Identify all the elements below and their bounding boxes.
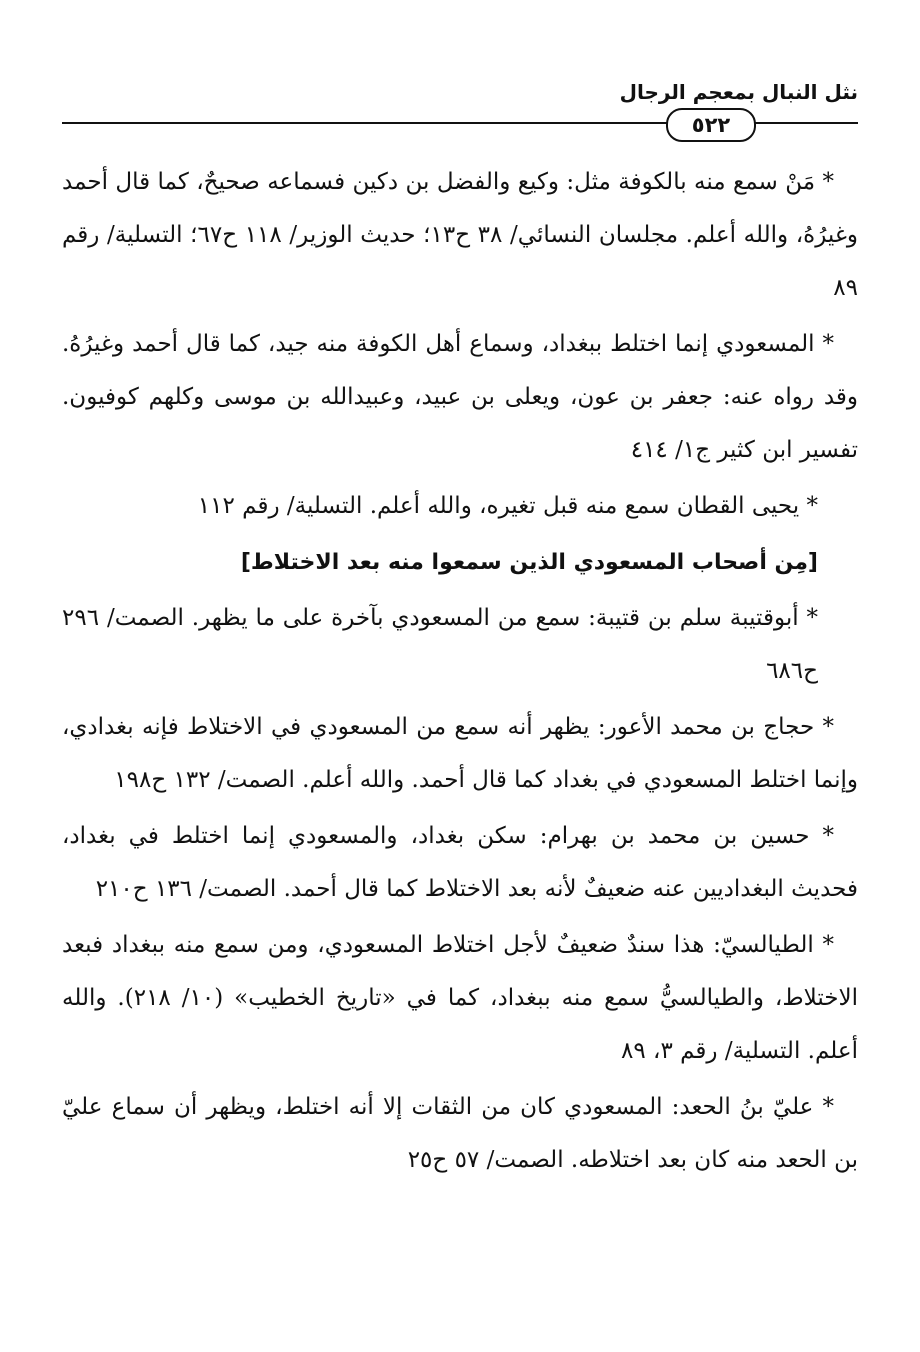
paragraph-yahya-qattan: * يحيى القطان سمع منه قبل تغيره، والله أعلم. التسلية/ رقم ١١٢ — [197, 493, 818, 519]
paragraph-husayn: * حسين بن محمد بن بهرام: سكن بغداد، والمسعودي إنما اختلط في بغداد، فحديث البغداديين عنه ضعيفٌ لأنه بعد الاختلاط كما قال أحمد. الصمت/ ١٣٦ ح٢١٠ — [62, 823, 858, 902]
paragraph-ali-ibn-jaad: * عليّ بنُ الحعد: المسعودي كان من الثقات إلا أنه اختلط، ويظهر أن سماع عليّ بن الحعد منه كان بعد اختلاطه. الصمت/ ٥٧ ح٢٥ — [62, 1094, 858, 1173]
paragraph-abu-qutayba: * أبوقتيبة سلم بن قتيبة: سمع من المسعودي بآخرة على ما يظهر. الصمت/ ٢٩٦ ح٦٨٦ — [62, 605, 818, 684]
page-number: ٥٢٢ — [666, 108, 756, 142]
paragraph-tayalisi: * الطيالسيّ: هذا سندٌ ضعيفٌ لأجل اختلاط المسعودي، ومن سمع منه ببغداد فبعد الاختلاط، والطيالسيُّ سمع منه ببغداد، كما في «تاريخ الخطيب» (١٠/ ٢١٨). والله أعلم. التسلية/ رقم ٣، ٨٩ — [62, 932, 859, 1064]
running-title: نثل النبال بمعجم الرجال — [619, 80, 858, 104]
paragraph-kufa-listeners: * مَنْ سمع منه بالكوفة مثل: وكيع والفضل بن دكين فسماعه صحيحٌ، كما قال أحمد وغيرُهُ، والله أعلم. مجلسان النسائي/ ٣٨ ح١٣؛ حديث الوزير/ ١١٨ ح٦٧؛ التسلية/ رقم ٨٩ — [62, 169, 858, 301]
paragraph-hajjaj: * حجاج بن محمد الأعور: يظهر أنه سمع من المسعودي في الاختلاط فإنه بغدادي، وإنما اختلط المسعودي في بغداد كما قال أحمد. والله أعلم. الصمت/ ١٣٢ ح١٩٨ — [62, 714, 858, 793]
paragraph-baghdad-note: * المسعودي إنما اختلط ببغداد، وسماع أهل الكوفة منه جيد، كما قال أحمد وغيرُهُ. وقد رواه عنه: جعفر بن عون، ويعلى بن عبيد، وعبيدالله بن موسى وكلهم كوفيون. تفسير ابن كثير ج١/ ٤١٤ — [62, 331, 858, 463]
section-heading: [مِن أصحاب المسعودي الذين سمعوا منه بعد الاختلاط] — [240, 550, 818, 575]
page-header — [62, 80, 858, 137]
page-body — [62, 156, 858, 1190]
